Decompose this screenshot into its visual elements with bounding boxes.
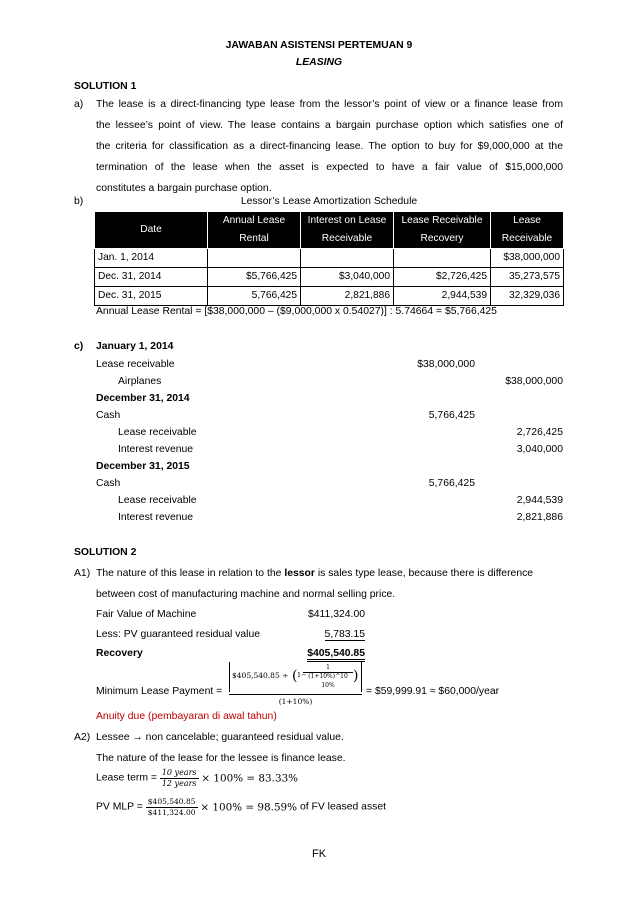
table-cell: 2,821,886 bbox=[301, 287, 394, 306]
table-cell: 2,944,539 bbox=[394, 287, 491, 306]
journal-credit-amount: 2,821,886 bbox=[516, 512, 563, 523]
mlp-one-minus: 1− bbox=[297, 671, 307, 679]
mlp-inner-fraction: 1 (1+10%)^10 bbox=[303, 664, 353, 681]
mlp-denominator: (1+10%) bbox=[278, 697, 313, 706]
journal-account: Airplanes bbox=[118, 376, 162, 387]
paren-left: ( bbox=[292, 668, 298, 684]
header-date: Date bbox=[95, 212, 208, 249]
recovery-value: $405,540.85 bbox=[270, 648, 365, 659]
journal-account: Cash bbox=[96, 410, 121, 421]
table-cell: Dec. 31, 2014 bbox=[95, 268, 208, 287]
solution1-heading: SOLUTION 1 bbox=[74, 81, 137, 92]
journal-credit-amount: 2,726,425 bbox=[516, 427, 563, 438]
table-cell: $3,040,000 bbox=[301, 268, 394, 287]
mlp-rate: 10% bbox=[321, 682, 335, 689]
table-cell: Jan. 1, 2014 bbox=[95, 249, 208, 268]
mlp-label: Minimum Lease Payment = bbox=[96, 686, 223, 697]
journal-account: Cash bbox=[96, 478, 121, 489]
header-annual-rental: Annual Lease Rental bbox=[208, 212, 301, 249]
journal-account: Interest revenue bbox=[118, 512, 194, 523]
document-title: JAWABAN ASISTENSI PERTEMUAN 9 bbox=[225, 40, 413, 51]
paren-right: ) bbox=[353, 668, 359, 684]
table-row bbox=[95, 249, 564, 268]
journal-account: Lease receivable bbox=[96, 359, 175, 370]
journal-credit-amount: $38,000,000 bbox=[505, 376, 563, 387]
paragraph-line: The lease is a direct-financing type lease from the lessor’s point of view or a finance lease from bbox=[96, 99, 563, 110]
paragraph-line: the lessee’s point of view. The lease contains a bargain purchase option which satisfies one of bbox=[96, 120, 563, 131]
lease-term-fraction: $\frac{\text{10 years}}{\text{12 years}}$ bbox=[161, 768, 197, 788]
document-subtitle: LEASING bbox=[295, 57, 343, 68]
journal-date: December 31, 2015 bbox=[96, 461, 190, 472]
table-cell: 32,329,036 bbox=[491, 287, 564, 306]
journal-account: Lease receivable bbox=[118, 495, 197, 506]
header-interest: Interest on Lease Receivable bbox=[301, 212, 394, 249]
mlp-result: = $59,999.91 ≈ $60,000/year bbox=[366, 686, 500, 697]
journal-debit-amount: 5,766,425 bbox=[428, 478, 475, 489]
solution2-heading: SOLUTION 2 bbox=[74, 547, 137, 558]
pv-mlp-result: × 100% = 98.59% bbox=[200, 801, 298, 814]
lessor-emphasis: lessor bbox=[284, 568, 315, 579]
footer-initials: FK bbox=[311, 848, 327, 860]
lease-term-label: Lease term = bbox=[96, 772, 157, 784]
annual-rental-note: Annual Lease Rental = [$38,000,000 – ($9,000,000 x 0.54027)] : 5.74664 = $5,766,425 bbox=[96, 306, 497, 317]
table-cell: $5,766,425 bbox=[208, 268, 301, 287]
table-cell: $38,000,000 bbox=[491, 249, 564, 268]
a1-line2: between cost of manufacturing machine and normal selling price. bbox=[96, 589, 396, 600]
paragraph-line: termination of the lease when the asset is expected to have a fair value of $15,000,000 bbox=[96, 162, 563, 173]
amortization-table bbox=[94, 211, 564, 306]
table-cell: Dec. 31, 2015 bbox=[95, 287, 208, 306]
table-cell bbox=[394, 249, 491, 268]
journal-debit-amount: $38,000,000 bbox=[417, 359, 475, 370]
pv-value: 5,783.15 bbox=[324, 629, 365, 640]
lease-term-formula bbox=[96, 768, 298, 789]
mlp-recovery-term: $405,540.85 ÷ bbox=[232, 671, 289, 680]
journal-credit-amount: 2,944,539 bbox=[516, 495, 563, 506]
journal-date: December 31, 2014 bbox=[96, 393, 190, 404]
header-recovery: Lease Receivable Recovery bbox=[394, 212, 491, 249]
journal-account: Interest revenue bbox=[118, 444, 194, 455]
table-cell bbox=[208, 249, 301, 268]
journal-debit-amount: 5,766,425 bbox=[428, 410, 475, 421]
journal-credit-amount: 3,040,000 bbox=[516, 444, 563, 455]
a2-line1: Lessee → non cancelable; guaranteed residual value. bbox=[96, 732, 344, 743]
item-a1-label: A1) bbox=[74, 568, 91, 579]
pv-mlp-label: PV MLP = bbox=[96, 801, 143, 813]
mlp-fraction-bar bbox=[229, 694, 362, 695]
item-c-label: c) bbox=[74, 341, 84, 352]
item-a-label: a) bbox=[74, 99, 84, 110]
recovery-label: Recovery bbox=[96, 648, 143, 659]
pv-mlp-fraction: $\frac{\$405,540.85}{\$411,324.00}$ bbox=[147, 797, 196, 817]
table-title: Lessor’s Lease Amortization Schedule bbox=[240, 196, 418, 207]
a2-line2: The nature of the lease for the lessee is finance lease. bbox=[96, 753, 346, 764]
annuity-note: Anuity due (pembayaran di awal tahun) bbox=[96, 711, 277, 722]
fv-label: Fair Value of Machine bbox=[96, 609, 197, 620]
paragraph-line: constitutes a bargain purchase option. bbox=[96, 183, 272, 194]
table-cell: 5,766,425 bbox=[208, 287, 301, 306]
table-cell: 35,273,575 bbox=[491, 268, 564, 287]
mlp-formula bbox=[229, 662, 362, 710]
journal-date: January 1, 2014 bbox=[96, 341, 174, 352]
table-row bbox=[95, 287, 564, 306]
table-row bbox=[95, 268, 564, 287]
a1-line1: The nature of this lease in relation to the lessor is sales type lease, because there is difference bbox=[96, 568, 534, 579]
table-cell bbox=[301, 249, 394, 268]
table-header-row bbox=[95, 212, 564, 249]
journal-account: Lease receivable bbox=[118, 427, 197, 438]
item-a2-label: A2) bbox=[74, 732, 91, 743]
header-lease-receivable: Lease Receivable bbox=[491, 212, 564, 249]
table-cell: $2,726,425 bbox=[394, 268, 491, 287]
paragraph-line: the criteria for classification as a direct-financing lease. The option to buy for $9,000,000 at the bbox=[96, 141, 563, 152]
pv-mlp-suffix: of FV leased asset bbox=[299, 801, 386, 813]
pv-label: Less: PV guaranteed residual value bbox=[96, 629, 261, 640]
pv-mlp-formula bbox=[96, 797, 386, 818]
fv-value: $411,324.00 bbox=[307, 609, 365, 620]
lease-term-result: × 100% = 83.33% bbox=[201, 772, 299, 785]
item-b-label: b) bbox=[74, 196, 84, 207]
